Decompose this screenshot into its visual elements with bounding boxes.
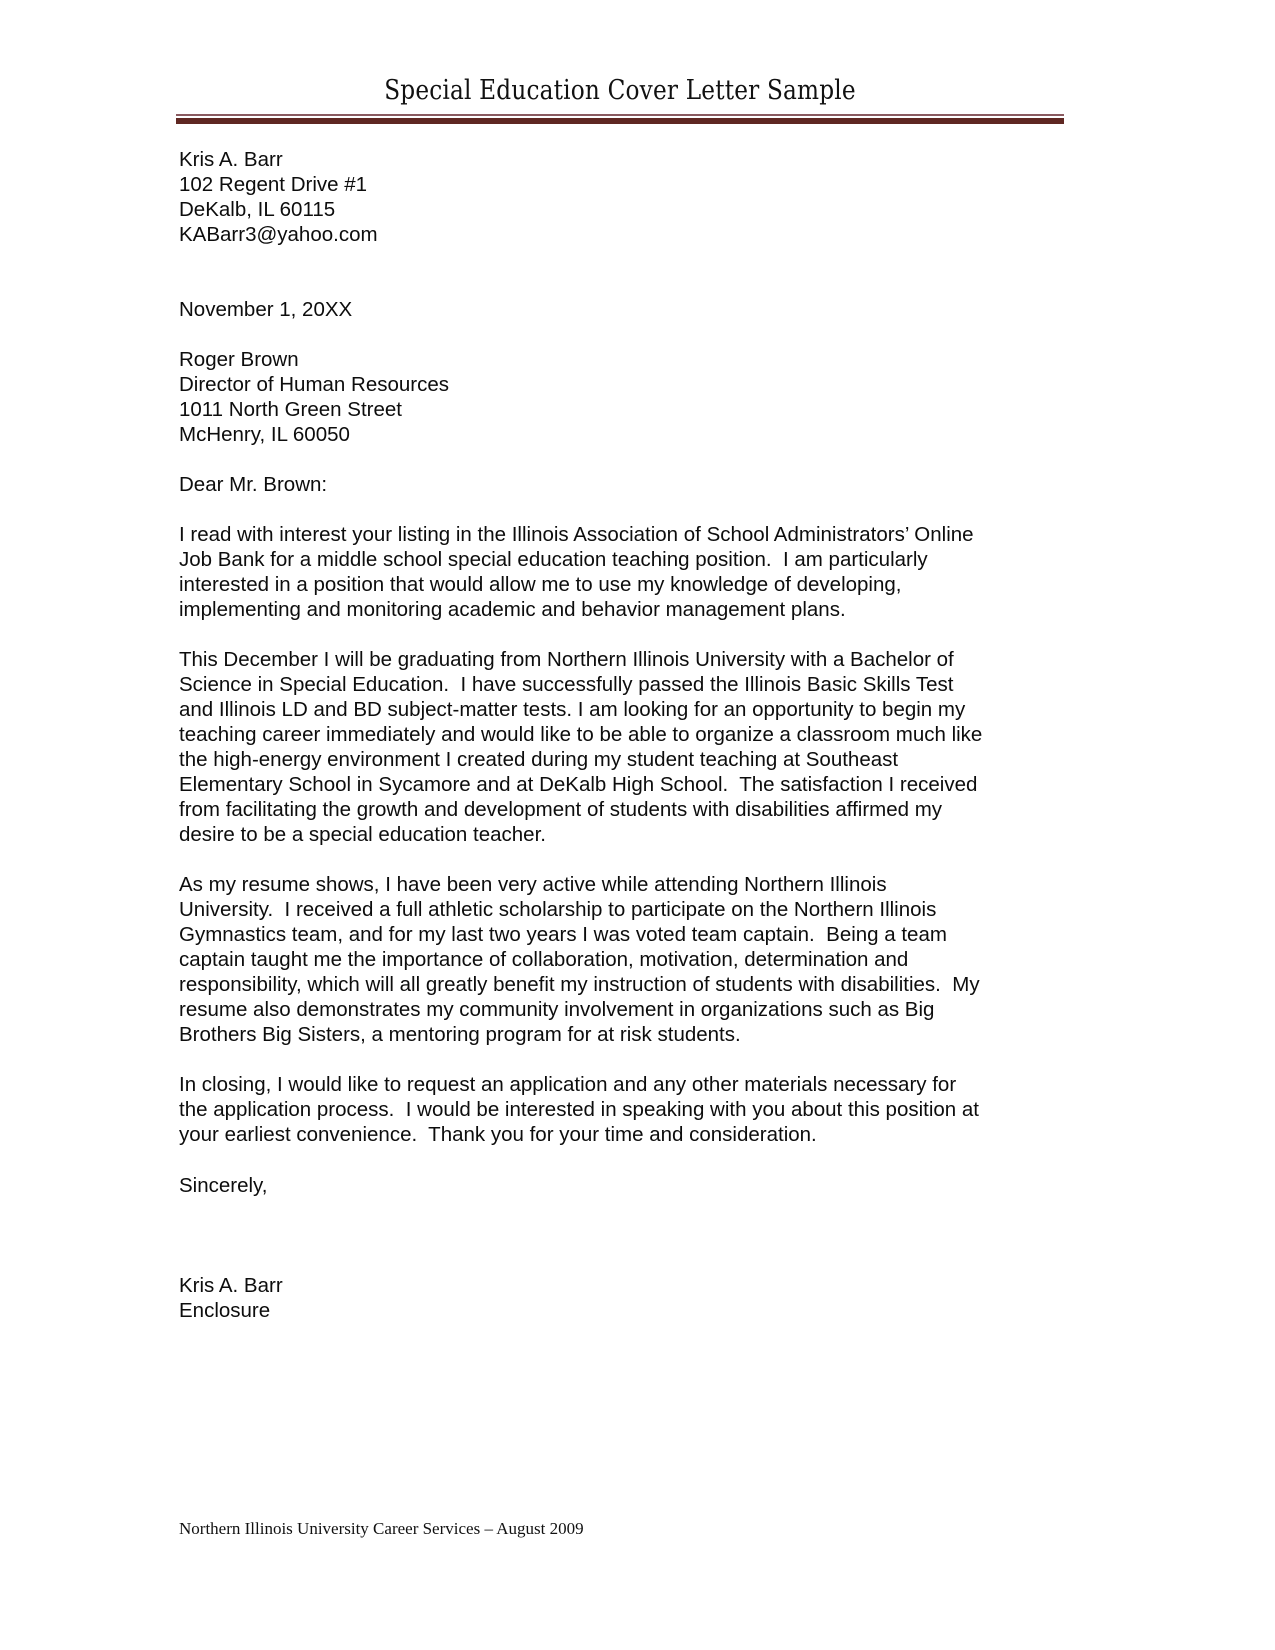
paragraph-line: Brothers Big Sisters, a mentoring program for at risk students. bbox=[179, 1023, 741, 1046]
closing: Sincerely, bbox=[179, 1174, 268, 1197]
page-title: Special Education Cover Letter Sample bbox=[384, 75, 856, 106]
paragraph-line: and Illinois LD and BD subject-matter tests. I am looking for an opportunity to begin my bbox=[179, 698, 966, 721]
enclosure-note: Enclosure bbox=[179, 1299, 271, 1322]
paragraph-line: teaching career immediately and would like to be able to organize a classroom much like bbox=[179, 723, 983, 746]
sender-name: Kris A. Barr bbox=[179, 148, 283, 171]
signature-name: Kris A. Barr bbox=[179, 1274, 283, 1297]
letter-date: November 1, 20XX bbox=[179, 298, 353, 321]
paragraph-line: desire to be a special education teacher. bbox=[179, 823, 546, 846]
paragraph-line: from facilitating the growth and development of students with disabilities affirmed my bbox=[179, 798, 943, 821]
paragraph-line: the application process. I would be interested in speaking with you about this position at bbox=[179, 1098, 979, 1121]
paragraph-line: captain taught me the importance of collaboration, motivation, determination and bbox=[179, 948, 909, 971]
recipient-title: Director of Human Resources bbox=[179, 373, 450, 396]
paragraph-line: Gymnastics team, and for my last two years I was voted team captain. Being a team bbox=[179, 923, 947, 946]
paragraph-line: Science in Special Education. I have successfully passed the Illinois Basic Skills Test bbox=[179, 673, 954, 696]
page-footer: Northern Illinois University Career Services – August 2009 bbox=[179, 1519, 584, 1538]
title-rule-thick bbox=[176, 118, 1064, 124]
sender-email: KABarr3@yahoo.com bbox=[179, 223, 378, 246]
recipient-name: Roger Brown bbox=[179, 348, 299, 371]
recipient-street: 1011 North Green Street bbox=[179, 398, 402, 421]
sender-city: DeKalb, IL 60115 bbox=[179, 198, 336, 221]
title-rule-thin bbox=[176, 114, 1064, 116]
paragraph-line: Job Bank for a middle school special education teaching position. I am particularly bbox=[179, 548, 928, 571]
paragraph-line: I read with interest your listing in the Illinois Association of School Administrators’ Online bbox=[179, 523, 974, 546]
paragraph-line: the high-energy environment I created during my student teaching at Southeast bbox=[179, 748, 899, 771]
recipient-city: McHenry, IL 60050 bbox=[179, 423, 350, 446]
paragraph-line: interested in a position that would allow me to use my knowledge of developing, bbox=[179, 573, 902, 596]
paragraph-line: This December I will be graduating from Northern Illinois University with a Bachelor of bbox=[179, 648, 954, 671]
salutation: Dear Mr. Brown: bbox=[179, 473, 328, 496]
paragraph-line: Elementary School in Sycamore and at DeKalb High School. The satisfaction I received bbox=[179, 773, 978, 796]
paragraph-line: your earliest convenience. Thank you for your time and consideration. bbox=[179, 1123, 817, 1146]
paragraph-line: implementing and monitoring academic and behavior management plans. bbox=[179, 598, 846, 621]
paragraph-line: responsibility, which will all greatly benefit my instruction of students with disabilities. My bbox=[179, 973, 980, 996]
paragraph-line: In closing, I would like to request an application and any other materials necessary for bbox=[179, 1073, 957, 1096]
paragraph-line: University. I received a full athletic scholarship to participate on the Northern Illinois bbox=[179, 898, 937, 921]
paragraph-line: As my resume shows, I have been very active while attending Northern Illinois bbox=[179, 873, 887, 896]
paragraph-line: resume also demonstrates my community involvement in organizations such as Big bbox=[179, 998, 935, 1021]
sender-street: 102 Regent Drive #1 bbox=[179, 173, 368, 196]
